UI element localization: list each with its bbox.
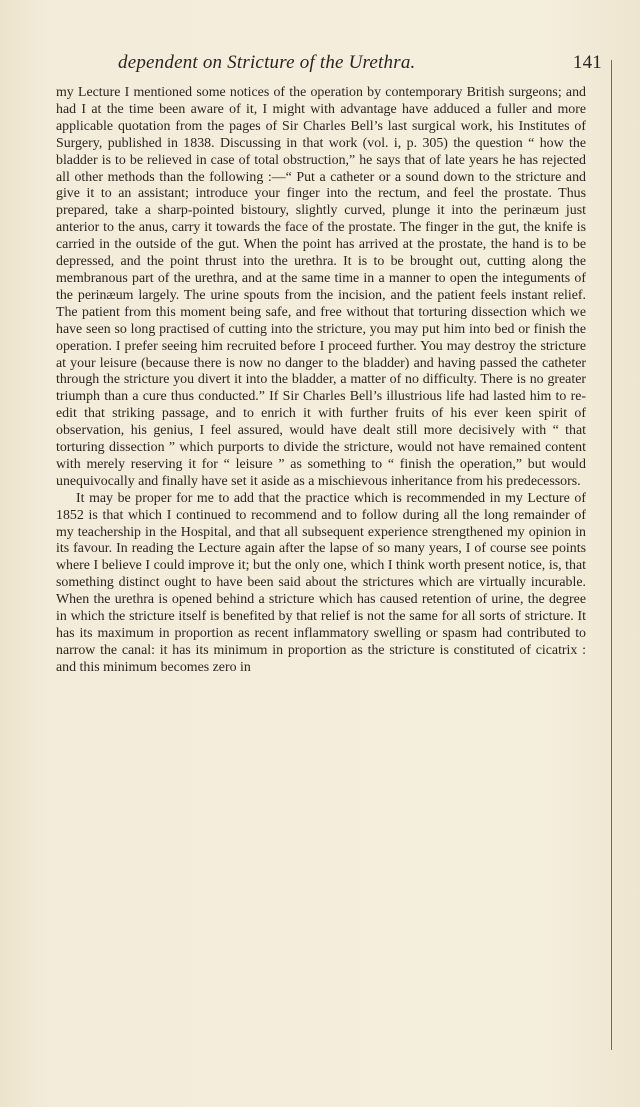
running-head: dependent on Stricture of the Urethra. <box>118 52 416 73</box>
page-number: 141 <box>572 52 602 73</box>
page-edge-line <box>611 60 613 1050</box>
page-header <box>92 52 602 78</box>
body-text <box>56 85 586 677</box>
paragraph-1: my Lecture I mentioned some notices of the operation by contemporary British surgeons; and had I at the time been aware of it, I might with advantage have adduced a fuller and more applicable quotation from the pages of Sir Charles Bell’s last surgical work, his Institutes of Surgery, published in 1838. Discussing in that work (vol. i, p. 305) the question “ how the bladder is to be relieved in case of total obstruction,” he says that of late years he has rejected all other methods than the following :—“ Put a catheter or a sound down to the stricture and give it to an assistant; introduce your finger into the rectum, and feel the prostate. Thus prepared, take a sharp-pointed bistoury, slightly curved, plunge it into the perinæum just anterior to the anus, carry it towards the face of the prostate. The finger in the gut, the knife is carried in the outside of the gut. When the point has arrived at the prostate, the hand is to be depressed, and the point thrust into the urethra. It is to be brought out, cutting along the membranous part of the urethra, and at the same time in a manner to open the integuments of the perinæum largely. The urine spouts from the incision, and the patient feels instant relief. The patient from this moment being safe, and free without that torturing dissection which we have seen so long practised of cutting into the stricture, you may put him into bed or finish the operation. I prefer seeing him recruited before I proceed further. You may destroy the stricture at your leisure (because there is now no danger to the bladder) and having passed the catheter through the stricture you divert it into the bladder, a matter of no difficulty. There is no greater triumph than a cure thus conducted.” If Sir Charles Bell’s illustrious life had lasted him to re-edit that striking passage, and to enrich it with further fruits of his ever keen spirit of observation, his genius, I feel assured, would have dealt still more decisively with “ that torturing dissection ” which purports to divide the stricture, would not have remained content with merely reserving it for “ leisure ” as something to “ finish the operation,” but would unequivocally and finally have set it aside as a mischievous inheritance from his predecessors. <box>56 85 586 489</box>
paragraph-2: It may be proper for me to add that the practice which is recommended in my Lecture of 1852 is that which I continued to recommend and to follow during all the long remainder of my teachership in the Hospital, and that all subsequent experience strengthened my opinion in its favour. In reading the Lecture again after the lapse of so many years, I of course see points where I believe I could improve it; but the only one, which I think worth present notice, is, that something distinct ought to have been said about the strictures which are virtually incurable. When the urethra is opened behind a stricture which has caused retention of urine, the degree in which the stricture itself is benefited by that relief is not the same for all sorts of stricture. It has its maximum in proportion as recent inflammatory swelling or spasm had contributed to narrow the canal: it has its minimum in proportion as the stricture is constituted of cicatrix : and this minimum becomes zero in <box>56 490 586 675</box>
